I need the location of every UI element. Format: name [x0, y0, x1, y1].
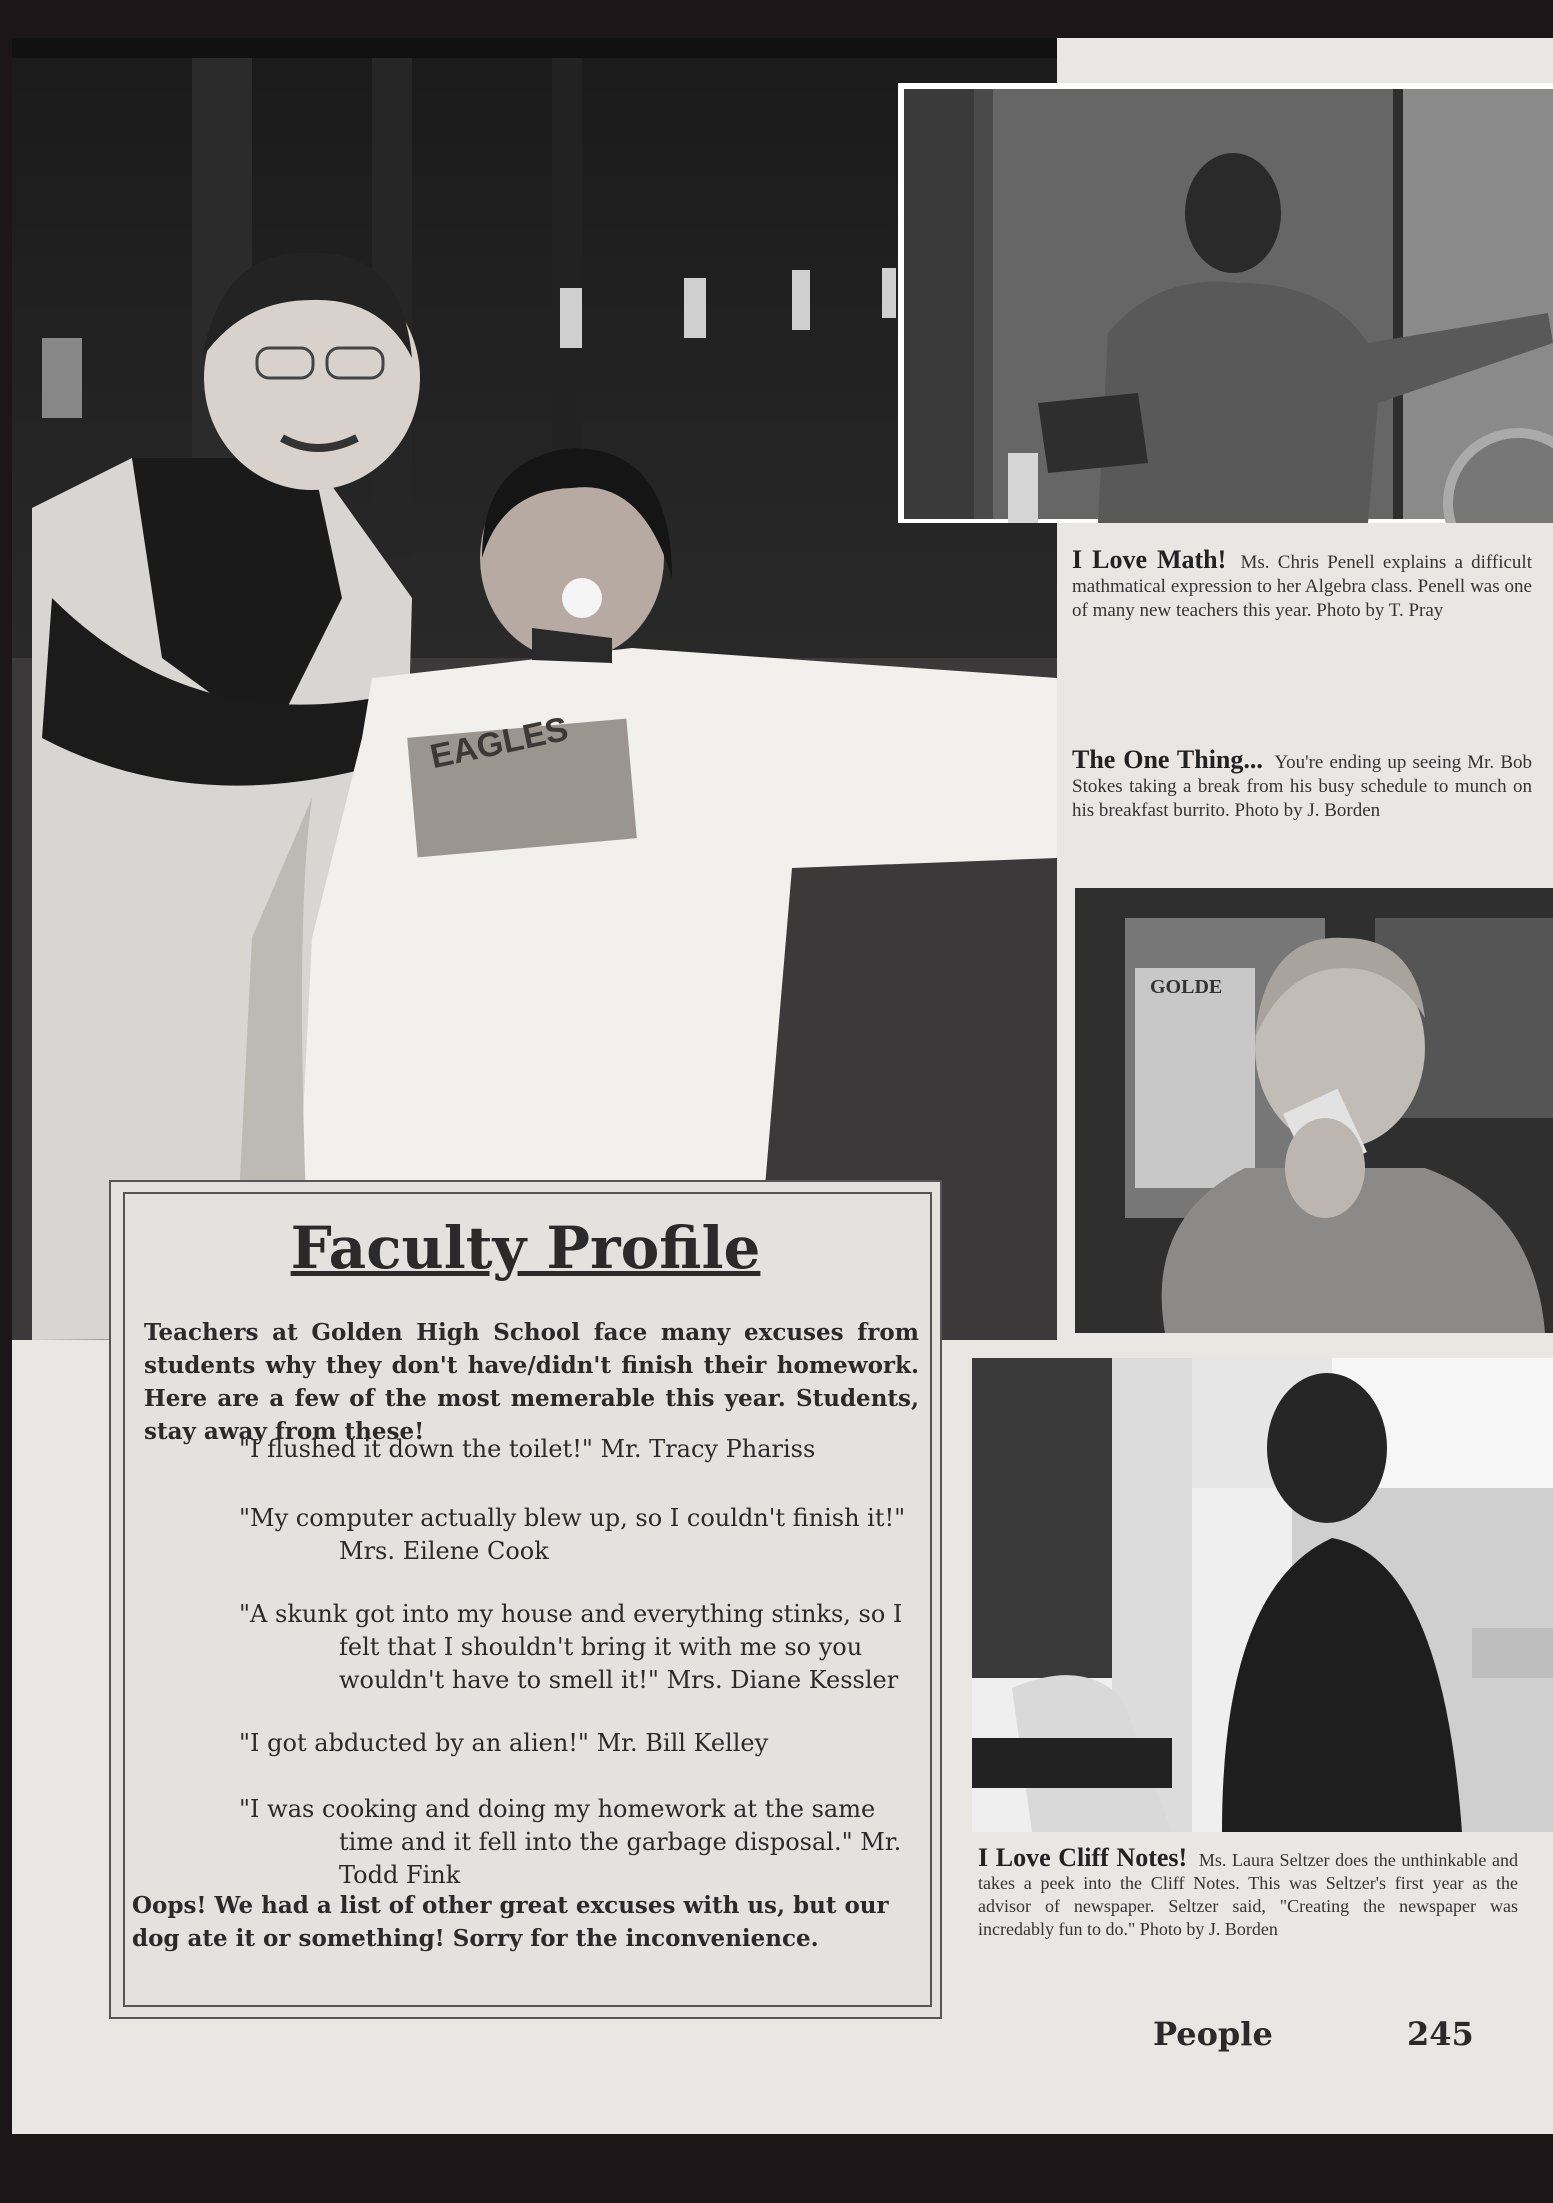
quote-item: "A skunk got into my house and everything stinks, so I felt that I shouldn't bring it with me so you wouldn't have to smell it!" Mrs. Diane Kessler — [239, 1600, 903, 1694]
caption-cliff-notes — [978, 1843, 1519, 1941]
photo-teacher-burrito — [1075, 888, 1553, 1333]
shirt-text: EAGLES — [426, 709, 572, 777]
caption-math-title: I Love Math! — [1072, 545, 1227, 574]
photo-teacher-reading — [972, 1358, 1553, 1832]
footer-page-number: 245 — [1407, 2015, 1474, 2053]
faculty-profile-outro: Oops! We had a list of other great excuses with us, but our dog ate it or something! Sorry for the inconvenience. — [132, 1892, 889, 1952]
caption-cliff-title: I Love Cliff Notes! — [978, 1843, 1188, 1872]
faculty-profile-box — [109, 1180, 942, 2019]
yearbook-page — [12, 38, 1553, 2134]
faculty-profile-title: Faculty Profile — [290, 1214, 761, 1282]
quote-item: "I was cooking and doing my homework at the same time and it fell into the garbage disposal." Mr. Todd Fink — [239, 1795, 902, 1889]
caption-math-text: Ms. Chris Penell explains a difficult mathmatical expression to her Algebra class. Penell was one of many new teachers this year. Photo by T. Pray — [1072, 552, 1532, 621]
footer-section-label: People — [1153, 2015, 1273, 2053]
quote-item: "My computer actually blew up, so I couldn't finish it!" Mrs. Eilene Cook — [239, 1504, 906, 1565]
caption-math — [1072, 545, 1532, 623]
caption-burrito — [1072, 745, 1532, 823]
caption-cliff-text: Ms. Laura Seltzer does the unthinkable and takes a peek into the Cliff Notes. This was Seltzer's first year as the advisor of newspaper. Seltzer said, "Creating the newspaper was incredably fun to do." Photo by J. Borden — [978, 1850, 1519, 1939]
faculty-profile-intro: Teachers at Golden High School face many excuses from students why they don't have/didn't finish their homework. Here are a few of the most memerable this year. Students, stay away from these! — [144, 1319, 919, 1445]
quote-item: "I flushed it down the toilet!" Mr. Tracy Phariss — [239, 1435, 816, 1463]
photo-math-teacher — [898, 83, 1553, 523]
caption-burrito-title: The One Thing... — [1072, 745, 1263, 774]
caption-burrito-text: You're ending up seeing Mr. Bob Stokes taking a break from his busy schedule to munch on his breakfast burrito. Photo by J. Borden — [1072, 752, 1532, 821]
quote-item: "I got abducted by an alien!" Mr. Bill Kelley — [239, 1729, 769, 1757]
poster-text: GOLDE — [1150, 976, 1223, 998]
